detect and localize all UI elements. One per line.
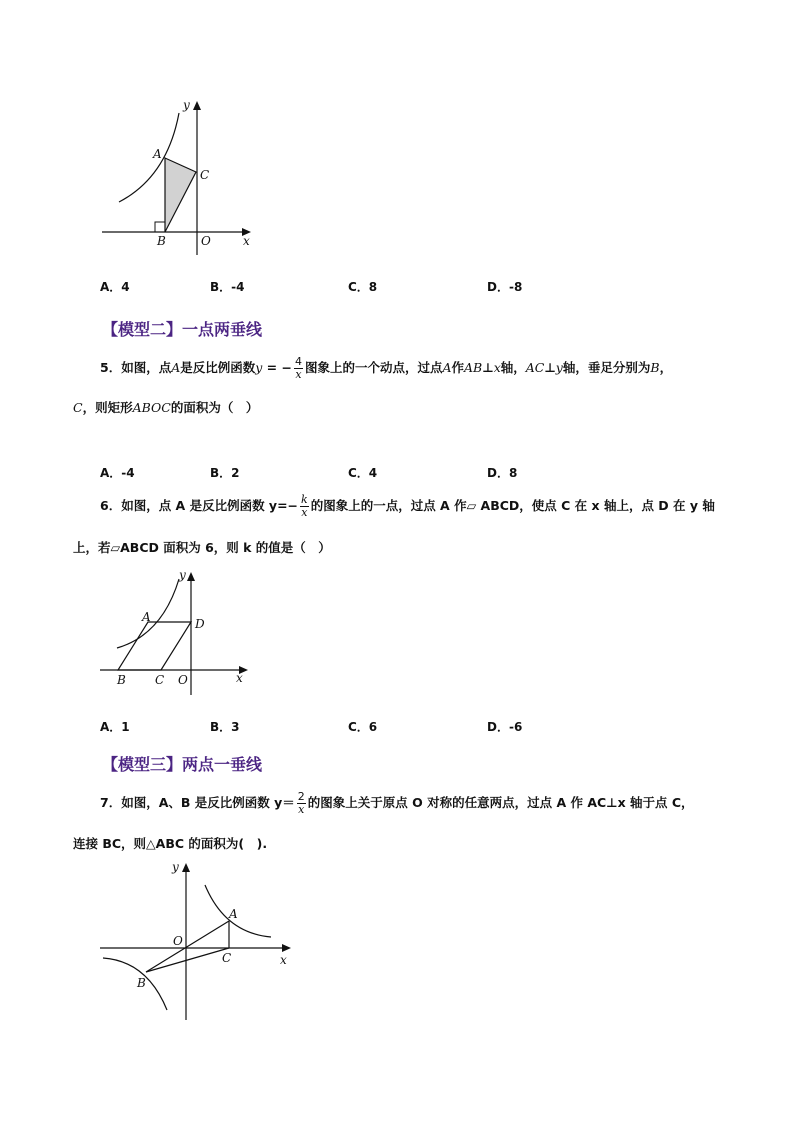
- q6-denominator: x: [301, 506, 308, 519]
- q5-text: 轴，垂足分别为: [562, 360, 651, 375]
- q6-line1: [100, 494, 715, 519]
- q7-fraction: [297, 791, 306, 816]
- q6-text: 的图象上的一点，过点 A 作▱ ABCD，使点 C 在 x 轴上，点 D 在 y 轴: [310, 498, 715, 513]
- q5-var: B: [650, 360, 660, 375]
- right-angle-mark: [155, 222, 165, 232]
- shaded-triangle-abc: [165, 158, 196, 232]
- q5-text: 轴，: [500, 360, 526, 375]
- q7-numerator: 2: [297, 790, 305, 803]
- q5-text: 的面积为（ ）: [170, 400, 259, 415]
- q5-line2: [73, 398, 258, 416]
- q6-line2: 上，若▱ABCD 面积为 6，则 k 的值是（ ）: [73, 540, 331, 555]
- label-o: O: [173, 934, 183, 948]
- q6-fraction: [300, 494, 309, 519]
- q5-option-c[interactable]: C．4: [348, 466, 378, 480]
- label-d: D: [195, 617, 205, 631]
- label-c: C: [155, 673, 165, 687]
- q5-fraction: [294, 356, 303, 381]
- figure-q4: [95, 95, 260, 260]
- q4-option-c[interactable]: C．8: [348, 280, 378, 294]
- label-a: A: [229, 907, 238, 921]
- q7-denominator: x: [298, 803, 305, 816]
- q5-var: x: [493, 360, 501, 375]
- q5-text: ，则矩形: [82, 400, 133, 415]
- label-x: x: [243, 234, 250, 248]
- q5-text: 图象上的一个动点，过点: [304, 360, 443, 375]
- q5-var: C: [73, 400, 83, 415]
- label-o: O: [178, 673, 188, 687]
- y-axis-arrow: [187, 572, 195, 581]
- label-c: C: [222, 951, 232, 965]
- label-y: y: [183, 98, 190, 112]
- q5-text: 作: [451, 360, 465, 375]
- q5-var: A: [171, 360, 181, 375]
- q6-option-a[interactable]: A．1: [100, 720, 130, 734]
- q5-var: AC: [525, 360, 545, 375]
- q5-var: y: [255, 360, 263, 375]
- q5-denominator: x: [295, 368, 302, 381]
- q7-line1: [100, 791, 694, 816]
- q5-var: ABOC: [132, 400, 171, 415]
- label-y: y: [172, 860, 179, 874]
- label-o: O: [201, 234, 211, 248]
- q5-text: ，: [659, 360, 673, 375]
- q4-option-d[interactable]: D．-8: [487, 280, 523, 294]
- label-b: B: [117, 673, 126, 687]
- figure-q7: [95, 855, 305, 1025]
- q4-option-b[interactable]: B．-4: [210, 280, 245, 294]
- hyperbola-branch-lower: [103, 958, 167, 1010]
- q6-numerator: k: [301, 493, 308, 506]
- label-x: x: [280, 953, 287, 967]
- parallelogram-abcd: [118, 622, 191, 670]
- label-a: A: [153, 147, 162, 161]
- label-a: A: [142, 610, 151, 624]
- x-axis-arrow: [282, 944, 291, 952]
- label-c: C: [200, 168, 210, 182]
- label-b: B: [157, 234, 166, 248]
- q5-option-b[interactable]: B．2: [210, 466, 240, 480]
- q5-text: 是反比例函数: [180, 360, 256, 375]
- q7-line2: 连接 BC，则△ABC 的面积为( ).: [73, 836, 268, 851]
- q7-text: 7．如图，A、B 是反比例函数 y＝: [100, 795, 295, 810]
- q5-var: AB: [464, 360, 483, 375]
- label-b: B: [137, 976, 146, 990]
- q5-numerator: 4: [294, 355, 302, 368]
- q5-option-d[interactable]: D．8: [487, 466, 518, 480]
- q5-perp: ⊥: [482, 360, 494, 375]
- q5-text: 5．如图，点: [100, 360, 172, 375]
- q5-var: A: [442, 360, 452, 375]
- q5-var: y: [555, 360, 563, 375]
- q6-option-c[interactable]: C．6: [348, 720, 378, 734]
- q6-text: 6．如图，点 A 是反比例函数 y=−: [100, 498, 299, 513]
- y-axis-arrow: [193, 101, 201, 110]
- q6-option-d[interactable]: D．-6: [487, 720, 523, 734]
- q4-option-a[interactable]: A．4: [100, 280, 130, 294]
- figure-q6: [95, 565, 260, 700]
- label-x: x: [236, 671, 243, 685]
- q5-equals: = −: [262, 360, 292, 375]
- segment-bc: [146, 948, 232, 972]
- y-axis-arrow: [182, 863, 190, 872]
- q5-line1: [100, 356, 672, 381]
- segment-ab: [146, 921, 232, 972]
- q5-perp: ⊥: [544, 360, 556, 375]
- model2-heading: 【模型二】一点两垂线: [102, 320, 263, 339]
- q7-text: 的图象上关于原点 O 对称的任意两点，过点 A 作 AC⊥x 轴于点 C，: [307, 795, 694, 810]
- q6-option-b[interactable]: B．3: [210, 720, 240, 734]
- model3-heading: 【模型三】两点一垂线: [102, 755, 263, 774]
- label-y: y: [179, 568, 186, 582]
- q5-option-a[interactable]: A．-4: [100, 466, 135, 480]
